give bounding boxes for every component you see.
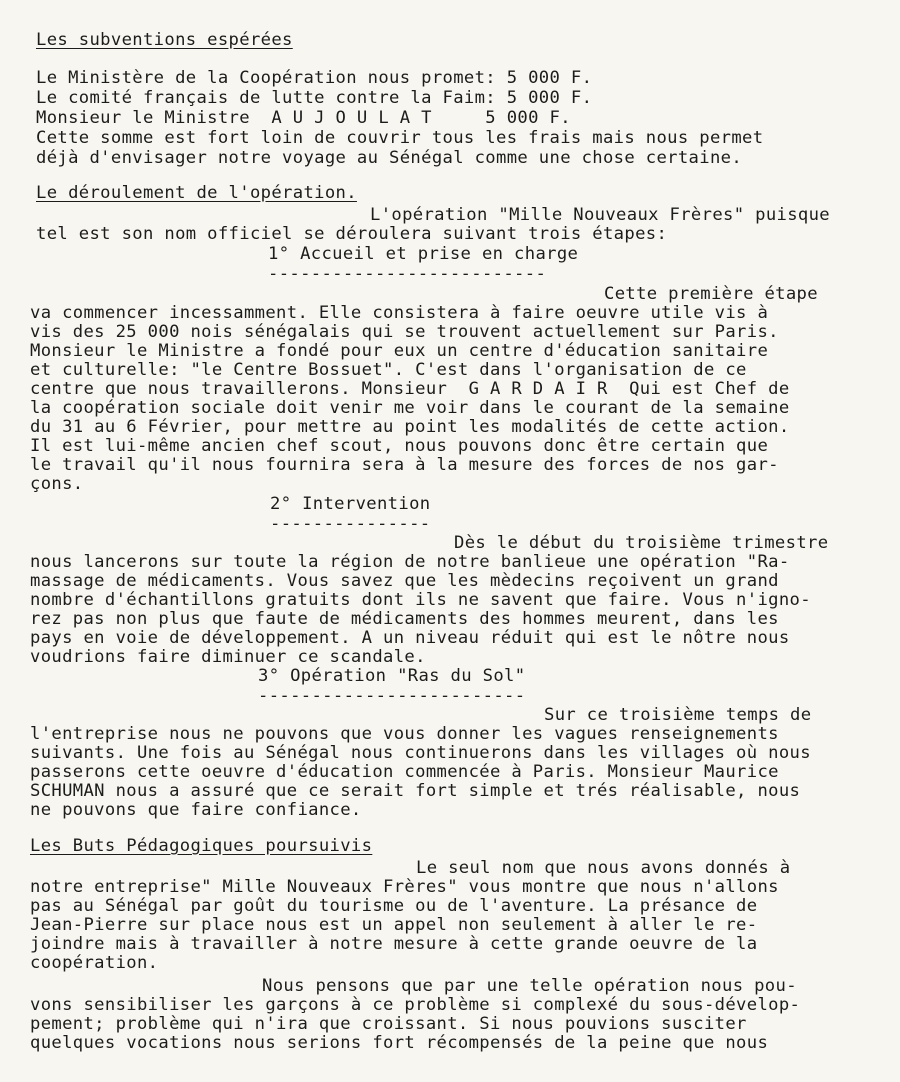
paragraph-line: voudrions faire diminuer ce scandale. xyxy=(30,647,426,667)
paragraph-line: massage de médicaments. Vous savez que les mèdecins reçoivent un grand xyxy=(30,571,779,591)
paragraph-line: vis des 25 000 nois sénégalais qui se trouvent actuellement sur Paris. xyxy=(30,322,779,342)
step-rule: -------------------------- xyxy=(268,264,547,284)
section-heading-buts: Les Buts Pédagogiques poursuivis xyxy=(30,836,373,856)
section-heading-deroulement: Le déroulement de l'opération. xyxy=(36,183,357,203)
paragraph-line: le travail qu'il nous fournira sera à la mesure des forces de nos gar- xyxy=(30,455,779,475)
paragraph-line: tel est son nom officiel se déroulera suivant trois étapes: xyxy=(36,224,668,244)
paragraph-line: çons. xyxy=(30,474,84,494)
section-heading-subventions: Les subventions espérées xyxy=(36,30,293,50)
paragraph-line: centre que nous travaillerons. Monsieur G A R D A I R Qui est Chef de xyxy=(30,379,790,399)
paragraph-line: Il est lui-même ancien chef scout, nous pouvons donc être certain que xyxy=(30,436,769,456)
paragraph-line: Dès le début du troisième trimestre xyxy=(454,533,829,553)
step-rule: --------------- xyxy=(270,514,431,534)
paragraph-line: Monsieur le Ministre a fondé pour eux un centre d'éducation sanitaire xyxy=(30,341,769,361)
paragraph-line: ne pouvons que faire confiance. xyxy=(30,800,362,820)
paragraph-line: notre entreprise" Mille Nouveaux Frères" vous montre que nous n'allons xyxy=(30,877,779,897)
paragraph-line: Jean-Pierre sur place nous est un appel non seulement à aller le re- xyxy=(30,915,758,935)
paragraph-line: SCHUMAN nous a assuré que ce serait fort simple et trés réalisable, nous xyxy=(30,781,801,801)
paragraph-line: va commencer incessamment. Elle consistera à faire oeuvre utile vis à xyxy=(30,303,769,323)
paragraph-line: suivants. Une fois au Sénégal nous continuerons dans les villages où nous xyxy=(30,743,811,763)
paragraph-line: Cette première étape xyxy=(604,284,818,304)
paragraph-line: L'opération "Mille Nouveaux Frères" puisque xyxy=(370,205,831,225)
paragraph-line: déjà d'envisager notre voyage au Sénégal comme une chose certaine. xyxy=(36,148,743,168)
subvention-line: Le Ministère de la Coopération nous promet: 5 000 F. xyxy=(36,68,593,88)
paragraph-line: passerons cette oeuvre d'éducation commencée à Paris. Monsieur Maurice xyxy=(30,762,779,782)
paragraph-line: vons sensibiliser les garçons à ce problème si complexé du sous-dévelop- xyxy=(30,995,801,1015)
paragraph-line: nombre d'échantillons gratuits dont ils ne savent que faire. Vous n'igno- xyxy=(30,590,811,610)
step-title-accueil: 1° Accueil et prise en charge xyxy=(268,244,579,264)
subvention-line: Monsieur le Ministre A U J O U L A T 5 000 F. xyxy=(36,108,571,128)
paragraph-line: coopération. xyxy=(30,953,159,973)
paragraph-line: l'entreprise nous ne pouvons que vous donner les vagues renseignements xyxy=(30,724,779,744)
paragraph-line: rez pas non plus que faute de médicaments des hommes meurent, dans les xyxy=(30,609,779,629)
paragraph-line: du 31 au 6 Février, pour mettre au point les modalités de cette action. xyxy=(30,417,790,437)
paragraph-line: pement; problème qui n'ira que croissant. Si nous pouvions susciter xyxy=(30,1014,747,1034)
paragraph-line: quelques vocations nous serions fort récompensés de la peine que nous xyxy=(30,1033,769,1053)
paragraph-line: Le seul nom que nous avons donnés à xyxy=(416,858,791,878)
paragraph-line: nous lancerons sur toute la région de notre banlieue une opération "Ra- xyxy=(30,552,790,572)
step-title-ras-du-sol: 3° Opération "Ras du Sol" xyxy=(258,666,526,686)
paragraph-line: Nous pensons que par une telle opération nous pou- xyxy=(262,976,797,996)
paragraph-line: Cette somme est fort loin de couvrir tous les frais mais nous permet xyxy=(36,128,764,148)
step-rule: ------------------------- xyxy=(258,686,526,706)
subvention-line: Le comité français de lutte contre la Faim: 5 000 F. xyxy=(36,88,593,108)
paragraph-line: la coopération sociale doit venir me voir dans le courant de la semaine xyxy=(30,398,790,418)
step-title-intervention: 2° Intervention xyxy=(270,494,431,514)
paragraph-line: Sur ce troisième temps de xyxy=(544,705,812,725)
paragraph-line: pays en voie de développement. A un niveau réduit qui est le nôtre nous xyxy=(30,628,790,648)
paragraph-line: joindre mais à travailler à notre mesure à cette grande oeuvre de la xyxy=(30,934,758,954)
paragraph-line: pas au Sénégal par goût du tourisme ou de l'aventure. La présance de xyxy=(30,896,758,916)
paragraph-line: et culturelle: "le Centre Bossuet". C'est dans l'organisation de ce xyxy=(30,360,747,380)
